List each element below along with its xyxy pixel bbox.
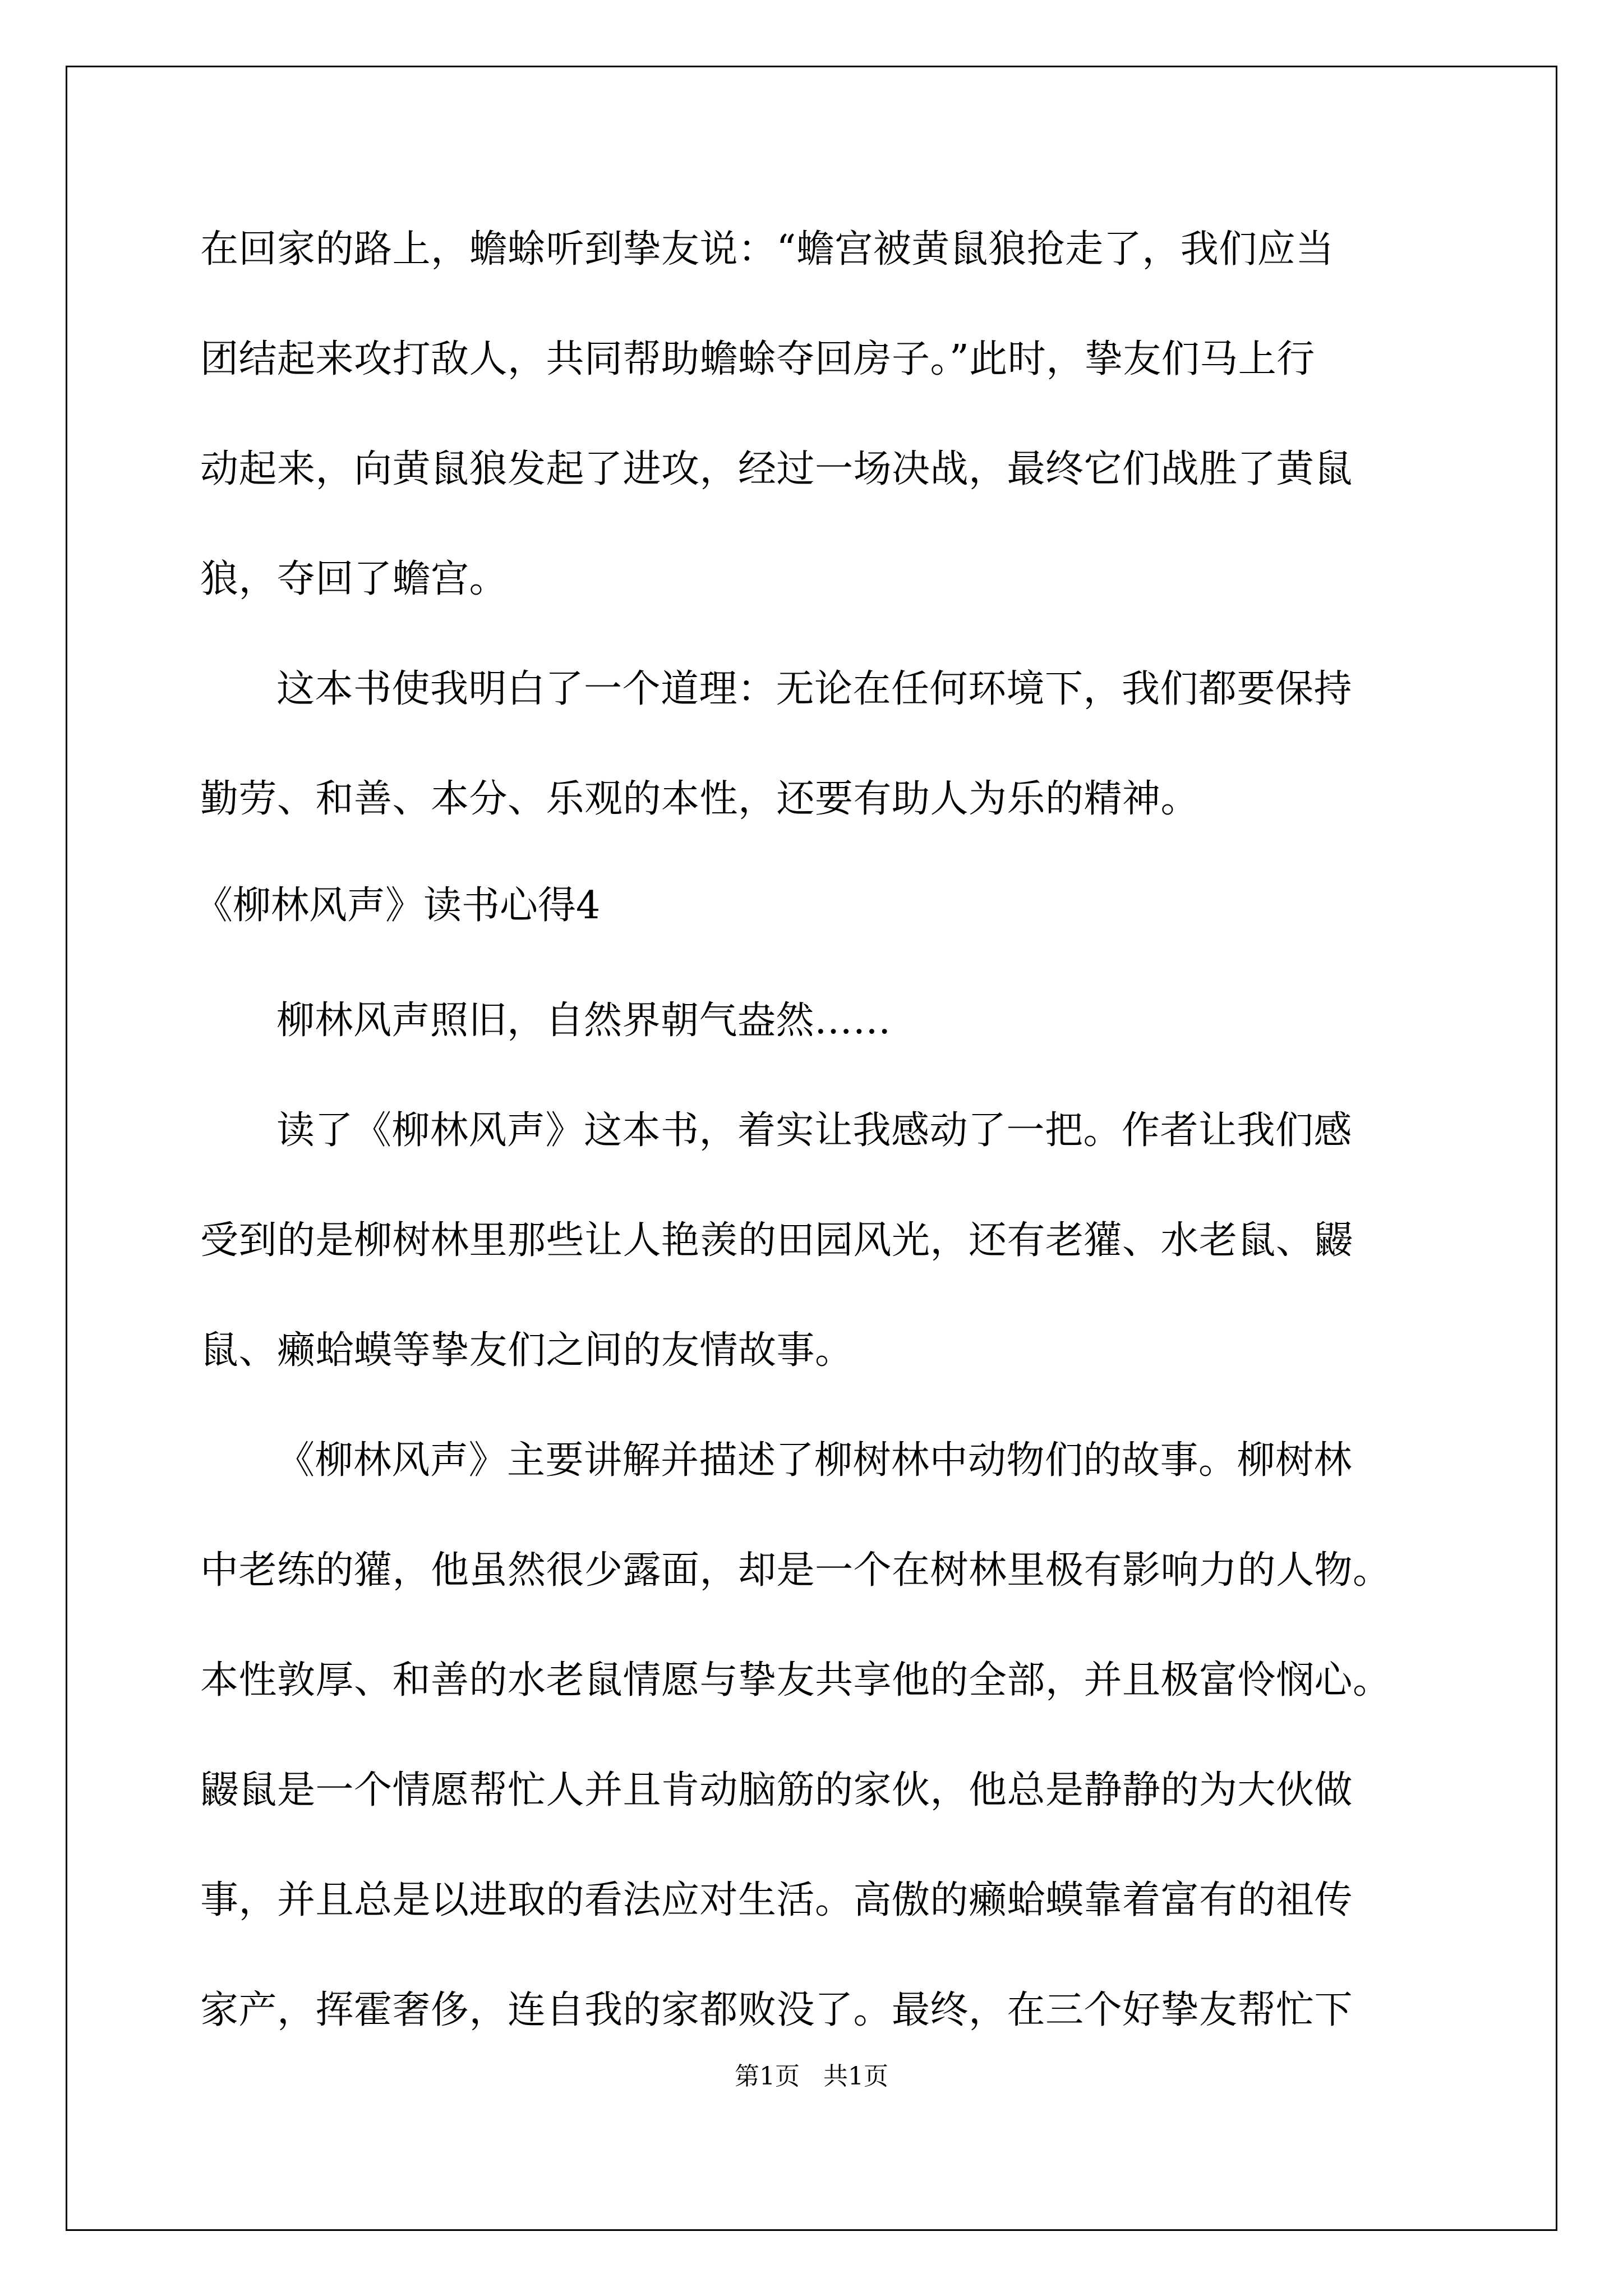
text-line: 动起来，向黄鼠狼发起了进攻，经过一场决战，最终它们战胜了黄鼠 — [200, 447, 1353, 491]
text-line: 中老练的獾，他虽然很少露面，却是一个在树林里极有影响力的人物。 — [200, 1548, 1391, 1593]
text-line: 家产，挥霍奢侈，连自我的家都败没了。最终，在三个好挚友帮忙下 — [200, 1988, 1353, 2032]
text-line: 这本书使我明白了一个道理：无论在任何环境下，我们都要保持 — [276, 667, 1353, 711]
page-footer — [0, 2060, 1623, 2093]
section-heading: 《柳林风声》读书心得4 — [195, 884, 601, 928]
text-line: 鼹鼠是一个情愿帮忙人并且肯动脑筋的家伙，他总是静静的为大伙做 — [200, 1768, 1353, 1812]
text-line: 鼠、癞蛤蟆等挚友们之间的友情故事。 — [200, 1328, 854, 1373]
page-total: 共1页 — [823, 2062, 888, 2091]
text-line: 在回家的路上，蟾蜍听到挚友说：“蟾宫被黄鼠狼抢走了，我们应当 — [200, 227, 1334, 272]
text-line: 柳林风声照旧，自然界朝气盎然…… — [276, 999, 892, 1043]
text-line: 《柳林风声》主要讲解并描述了柳树林中动物们的故事。柳树林 — [276, 1438, 1353, 1483]
text-line: 团结起来攻打敌人，共同帮助蟾蜍夺回房子。”此时，挚友们马上行 — [200, 337, 1315, 381]
text-line: 本性敦厚、和善的水老鼠情愿与挚友共享他的全部，并且极富怜悯心。 — [200, 1658, 1391, 1703]
text-line: 狼，夺回了蟾宫。 — [200, 557, 508, 601]
text-line: 读了《柳林风声》这本书，着实让我感动了一把。作者让我们感 — [276, 1108, 1353, 1153]
text-line: 勤劳、和善、本分、乐观的本性，还要有助人为乐的精神。 — [200, 777, 1200, 821]
text-line: 事，并且总是以进取的看法应对生活。高傲的癞蛤蟆靠着富有的祖传 — [200, 1878, 1353, 1922]
text-line: 受到的是柳树林里那些让人艳羡的田园风光，还有老獾、水老鼠、鼹 — [200, 1218, 1353, 1263]
page-number: 第1页 — [735, 2062, 800, 2091]
